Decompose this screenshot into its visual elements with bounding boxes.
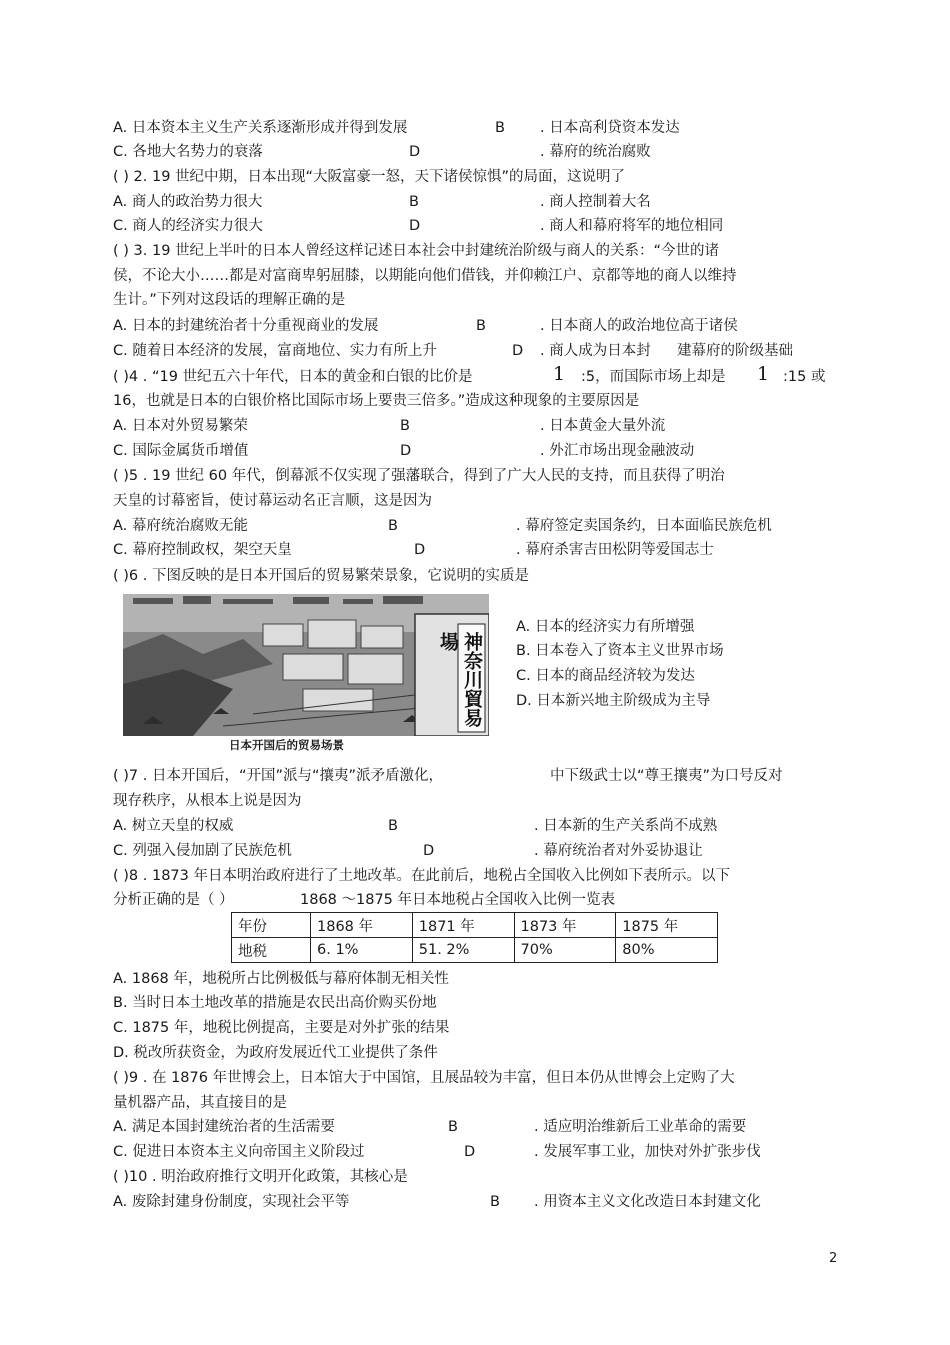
q1-option-d-letter: D <box>409 144 421 160</box>
q2-stem: ( ) 2. 19 世纪中期，日本出现“大阪富豪一怒，天下诸侯惊惧”的局面，这说明了 <box>113 169 626 185</box>
q4-stem-4: 16，也就是日本的白银价格比国际市场上要贵三倍多。”造成这种现象的主要原因是 <box>113 393 640 409</box>
q7-stem-3: 现存秩序，从根本上说是因为 <box>113 793 302 809</box>
q6-stem: ( )6 . 下图反映的是日本开国后的贸易繁荣景象，它说明的实质是 <box>113 568 529 584</box>
q2-option-c: C. 商人的经济实力很大 <box>113 218 263 234</box>
table-row <box>232 913 718 938</box>
table-cell: 1875 年 <box>616 913 718 938</box>
q7-stem-2: 中下级武士以“尊王攘夷”为口号反对 <box>550 768 783 784</box>
q8-option-a: A. 1868 年，地税所占比例极低与幕府体制无相关性 <box>113 971 449 987</box>
q9-option-d: . 发展军事工业，加快对外扩张步伐 <box>534 1144 761 1160</box>
q9-stem-2: 量机器产品，其直接目的是 <box>113 1095 287 1111</box>
q4-option-a: A. 日本对外贸易繁荣 <box>113 418 248 434</box>
q5-stem-1: ( )5 . 19 世纪 60 年代，倒幕派不仅实现了强藩联合，得到了广大人民的支持，而且获得了明治 <box>113 468 725 484</box>
q9-option-b: . 适应明治维新后工业革命的需要 <box>534 1119 747 1135</box>
q3-option-c: C. 随着日本经济的发展，富商地位、实力有所上升 <box>113 343 437 359</box>
table-cell: 1871 年 <box>412 913 514 938</box>
q7-option-c: C. 列强入侵加剧了民族危机 <box>113 843 292 859</box>
q3-option-a: A. 日本的封建统治者十分重视商业的发展 <box>113 318 379 334</box>
table-cell: 70% <box>514 938 616 963</box>
q7-option-b: . 日本新的生产关系尚不成熟 <box>534 818 718 834</box>
q7-option-b-letter: B <box>388 818 398 834</box>
q5-option-d: . 幕府杀害吉田松阴等爱国志士 <box>516 542 714 558</box>
table-cell: 6. 1% <box>311 938 413 963</box>
q8-stem-2: 分析正确的是（ ） <box>113 892 234 908</box>
trade-scene-sign: 神奈川貿易場 <box>437 632 483 727</box>
q3-option-d-letter: D <box>512 343 524 359</box>
q1-option-b-letter: B <box>495 120 505 136</box>
q5-option-d-letter: D <box>414 542 426 558</box>
q10-option-b: . 用资本主义文化改造日本封建文化 <box>534 1194 761 1210</box>
land-tax-table <box>231 912 718 963</box>
table-cell: 51. 2% <box>412 938 514 963</box>
q9-option-d-letter: D <box>464 1144 476 1160</box>
q7-option-a: A. 树立天皇的权威 <box>113 818 234 834</box>
trade-scene-illustration <box>123 594 489 736</box>
q9-stem-1: ( )9 . 在 1876 年世博会上，日本馆大于中国馆，且展品较为丰富，但日本仍从世博会上定购了大 <box>113 1070 735 1086</box>
q7-option-d-letter: D <box>423 843 435 859</box>
q2-option-b-letter: B <box>409 194 419 210</box>
q5-stem-2: 天皇的讨幕密旨，使讨幕运动名正言顺，这是因为 <box>113 493 432 509</box>
table-row <box>232 938 718 963</box>
q4-ratio-1: 1 <box>553 363 566 385</box>
q8-option-d: D. 税改所获资金，为政府发展近代工业提供了条件 <box>113 1045 438 1061</box>
q1-option-c: C. 各地大名势力的衰落 <box>113 144 263 160</box>
q4-stem-1: ( )4 . “19 世纪五六十年代，日本的黄金和白银的比价是 <box>113 369 473 385</box>
q1-option-b: . 日本高利贷资本发达 <box>540 120 680 136</box>
q1-option-d: . 幕府的统治腐败 <box>540 144 651 160</box>
q4-option-d-letter: D <box>400 443 412 459</box>
q5-option-c: C. 幕府控制政权，架空天皇 <box>113 542 292 558</box>
q4-stem-2: :5，而国际市场上却是 <box>581 369 726 385</box>
q3-stem-2: 侯，不论大小……都是对富商卑躬屈膝，以期能向他们借钱，并仰赖江户、京都等地的商人以维持 <box>113 268 737 284</box>
q3-stem-1: ( ) 3. 19 世纪上半叶的日本人曾经这样记述日本社会中封建统治阶级与商人的关系：“今世的诸 <box>113 243 720 259</box>
q3-option-b: . 日本商人的政治地位高于诸侯 <box>540 318 738 334</box>
q3-stem-3: 生计。”下列对这段话的理解正确的是 <box>113 292 346 308</box>
q5-option-b-letter: B <box>388 518 398 534</box>
figure-caption: 日本开国后的贸易场景 <box>229 738 344 752</box>
q2-option-d: . 商人和幕府将军的地位相同 <box>540 218 724 234</box>
q7-option-d: . 幕府统治者对外妥协退让 <box>534 843 703 859</box>
q8-option-c: C. 1875 年，地税比例提高，主要是对外扩张的结果 <box>113 1020 450 1036</box>
q5-option-b: . 幕府签定卖国条约，日本面临民族危机 <box>516 518 772 534</box>
q7-stem-1: ( )7 . 日本开国后，“开国”派与“攘夷”派矛盾激化， <box>113 768 444 784</box>
trade-scene-image <box>123 594 489 736</box>
q6-option-d: D. 日本新兴地主阶级成为主导 <box>516 693 711 709</box>
table-cell: 1873 年 <box>514 913 616 938</box>
q6-option-a: A. 日本的经济实力有所增强 <box>516 619 695 635</box>
q8-option-b: B. 当时日本土地改革的措施是农民出高价购买份地 <box>113 995 437 1011</box>
q6-option-b: B. 日本卷入了资本主义世界市场 <box>516 643 724 659</box>
q9-option-a: A. 满足本国封建统治者的生活需要 <box>113 1119 335 1135</box>
page-number: 2 <box>829 1251 838 1266</box>
q8-stem-1: ( )8 . 1873 年日本明治政府进行了土地改革。在此前后，地税占全国收入比例如下表所示。以下 <box>113 868 730 884</box>
q3-option-d: . 商人成为日本封 <box>540 343 651 359</box>
q4-ratio-2: 1 <box>757 363 770 385</box>
table-cell: 80% <box>616 938 718 963</box>
q2-option-b: . 商人控制着大名 <box>540 194 651 210</box>
table-title: 1868 ～1875 年日本地税占全国收入比例一览表 <box>300 892 616 908</box>
q9-option-c: C. 促进日本资本主义向帝国主义阶段过 <box>113 1144 365 1160</box>
q1-option-a: A. 日本资本主义生产关系逐渐形成并得到发展 <box>113 120 408 136</box>
q10-option-a: A. 废除封建身份制度，实现社会平等 <box>113 1194 350 1210</box>
q3-option-b-letter: B <box>476 318 486 334</box>
table-cell: 1868 年 <box>311 913 413 938</box>
q9-option-b-letter: B <box>448 1119 458 1135</box>
q4-option-c: C. 国际金属货币增值 <box>113 443 249 459</box>
q5-option-a: A. 幕府统治腐败无能 <box>113 518 248 534</box>
q4-option-b-letter: B <box>400 418 410 434</box>
q2-option-d-letter: D <box>409 218 421 234</box>
q4-option-d: . 外汇市场出现金融波动 <box>540 443 695 459</box>
q4-stem-3: :15 或 <box>783 369 826 385</box>
table-cell: 地税 <box>232 938 311 963</box>
q10-stem: ( )10 . 明治政府推行文明开化政策，其核心是 <box>113 1169 408 1185</box>
table-cell: 年份 <box>232 913 311 938</box>
q6-option-c: C. 日本的商品经济较为发达 <box>516 668 695 684</box>
q3-option-d-end: 建幕府的阶级基础 <box>677 343 793 359</box>
q10-option-b-letter: B <box>490 1194 500 1210</box>
q4-option-b: . 日本黄金大量外流 <box>540 418 666 434</box>
q2-option-a: A. 商人的政治势力很大 <box>113 194 263 210</box>
